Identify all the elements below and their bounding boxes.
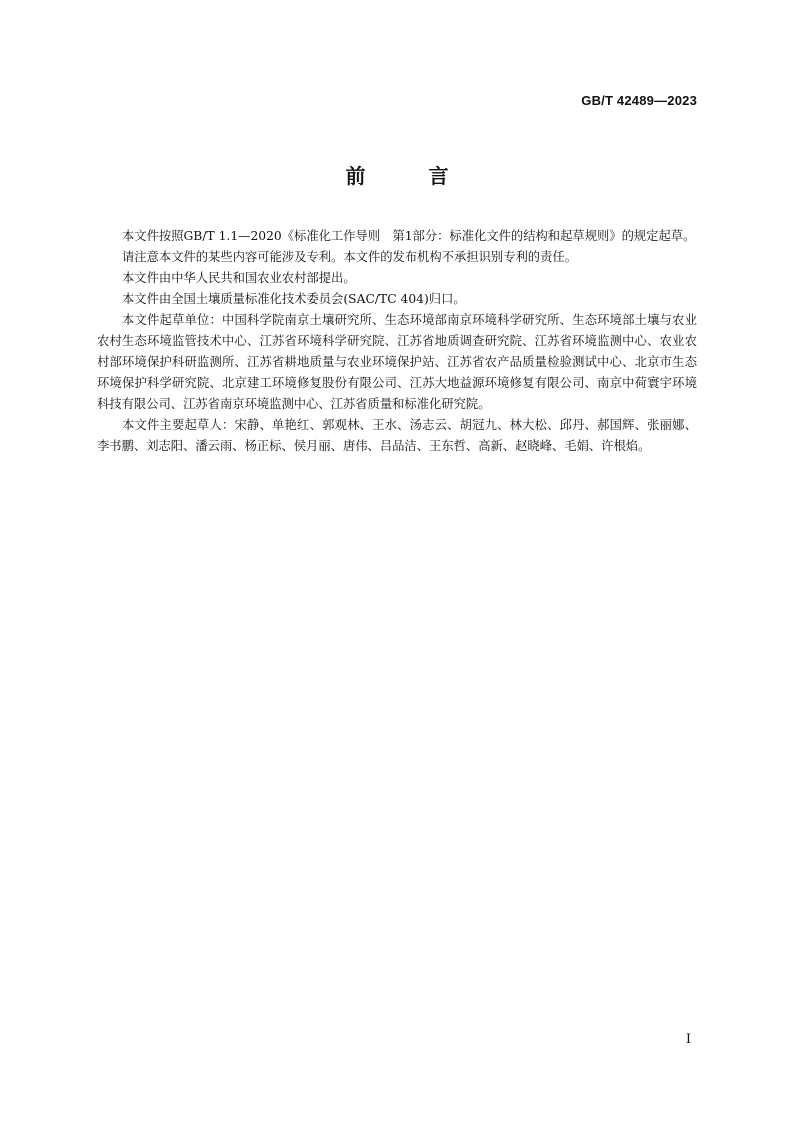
paragraph-patent-notice: 请注意本文件的某些内容可能涉及专利。本文件的发布机构不承担识别专利的责任。 bbox=[122, 250, 577, 264]
standard-code: GB/T 42489—2023 bbox=[581, 93, 697, 108]
paragraph-drafters: 本文件主要起草人：宋静、单艳红、郭观林、王水、汤志云、胡冠九、林大松、邱丹、郝国辉、张丽娜、李书鹏、刘志阳、潘云雨、杨正标、侯月丽、唐伟、吕品洁、王东哲、高新、赵晓峰、毛娟、许根焰。 bbox=[97, 418, 697, 453]
page-number: I bbox=[685, 1032, 691, 1047]
page-title: 前 言 bbox=[345, 164, 477, 188]
paragraph-drafting-rules: 本文件按照GB/T 1.1—2020《标准化工作导则 第1部分：标准化文件的结构和起草规则》的规定起草。 bbox=[122, 229, 696, 243]
body-text bbox=[97, 226, 697, 457]
paragraph-drafting-units: 本文件起草单位：中国科学院南京土壤研究所、生态环境部南京环境科学研究所、生态环境部土壤与农业农村生态环境监管技术中心、江苏省环境科学研究院、江苏省地质调查研究院、江苏省环境监测中心、农业农村部环境保护科研监测所、江苏省耕地质量与农业环境保护站、江苏省农产品质量检验测试中心、北京市生态环境保护科学研究院、北京建工环境修复股份有限公司、江苏大地益源环境修复有限公司、南京中荷寰宇环境科技有限公司、江苏省南京环境监测中心、江苏省质量和标准化研究院。 bbox=[97, 313, 697, 411]
paragraph-proposer: 本文件由中华人民共和国农业农村部提出。 bbox=[122, 271, 356, 285]
paragraph-centralized-by: 本文件由全国土壤质量标准化技术委员会(SAC/TC 404)归口。 bbox=[122, 292, 466, 306]
